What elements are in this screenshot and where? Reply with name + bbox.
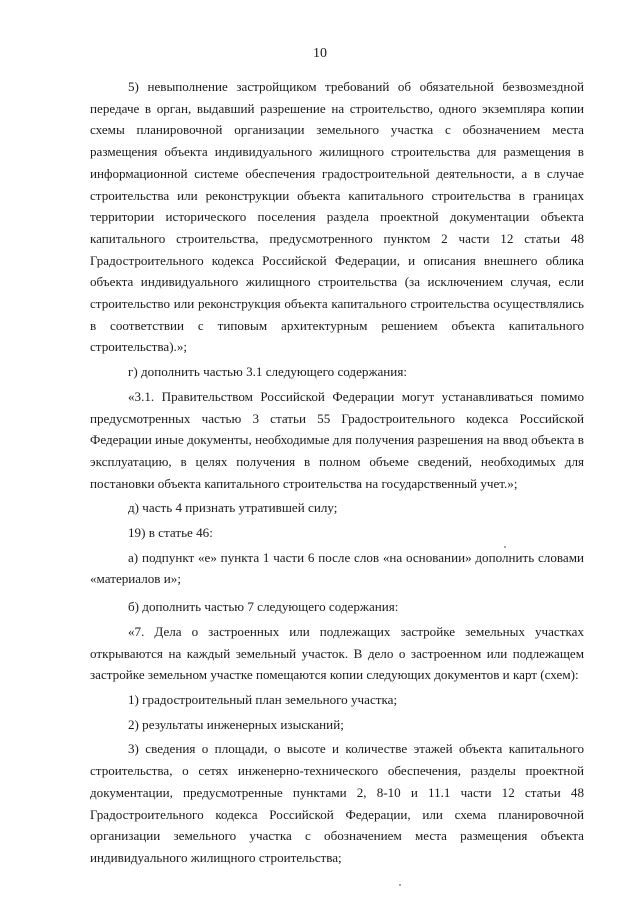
paragraph-subitem-1: 1) градостроительный план земельного участка; (128, 691, 398, 707)
paragraph-part-3-1: «3.1. Правительством Российской Федерации могут устанавливаться помимо предусмотренных частью 3 статьи 55 Градостроительного кодекса Российской Федерации иные документы, необходимые для получения разрешения на ввод объекта в эксплуатацию, в целях получения в полном объеме сведений, необходимых для постановки объекта капитального строительства на государственный учет.»; (90, 388, 584, 491)
paragraph-item-d: д) часть 4 признать утратившей силу; (128, 500, 338, 516)
page-number: 10 (313, 46, 327, 61)
paragraph-subitem-2: 2) результаты инженерных изысканий; (128, 716, 344, 732)
paragraph-item-a: а) подпункт «е» пункта 1 части 6 после слов «на основании» дополнить словами «материалов и»; (90, 549, 584, 587)
paragraph-item-19: 19) в статье 46: (128, 525, 213, 541)
paragraph-item-g: г) дополнить частью 3.1 следующего содержания: (128, 364, 407, 380)
scan-speck (399, 884, 401, 886)
paragraph-subitem-3: 3) сведения о площади, о высоте и количестве этажей объекта капитального строительства, о сетях инженерно-технического обеспечения, разделы проектной документации, предусмотренные пунктами 2, 8-10 и 11.1 части 12 статьи 48 Градостроительного кодекса Российской Федерации, или схема планировочной организации земельного участка с обозначением места размещения объекта индивидуального жилищного строительства; (90, 741, 584, 865)
paragraph-item-5: 5) невыполнение застройщиком требований об обязательной безвозмездной передаче в орган, выдавший разрешение на строительство, одного экземпляра копии схемы планировочной организации земельного участка с обозначением места размещения объекта индивидуального жилищного строительства для размещения в информационной системе обеспечения градостроительной деятельности, а в случае строительства или реконструкции объекта капитального строительства в границах территории исторического поселения раздела проектной документации объекта капитального строительства, предусмотренного пунктом 2 части 12 статьи 48 Градостроительного кодекса Российской Федерации, и описания внешнего облика объекта индивидуального жилищного строительства (за исключением случая, если строительство или реконструкция объекта капитального строительства осуществлялись в соответствии с типовым архитектурным решением объекта капитального строительства).»; (90, 79, 584, 355)
paragraph-part-7: «7. Дела о застроенных или подлежащих застройке земельных участках открываются на каждый земельный участок. В дело о застроенном или подлежащем застройке земельном участке помещаются копии следующих документов и карт (схем): (90, 623, 584, 683)
paragraph-item-b: б) дополнить частью 7 следующего содержания: (128, 599, 399, 615)
scan-speck (504, 546, 506, 548)
document-body (90, 76, 584, 869)
